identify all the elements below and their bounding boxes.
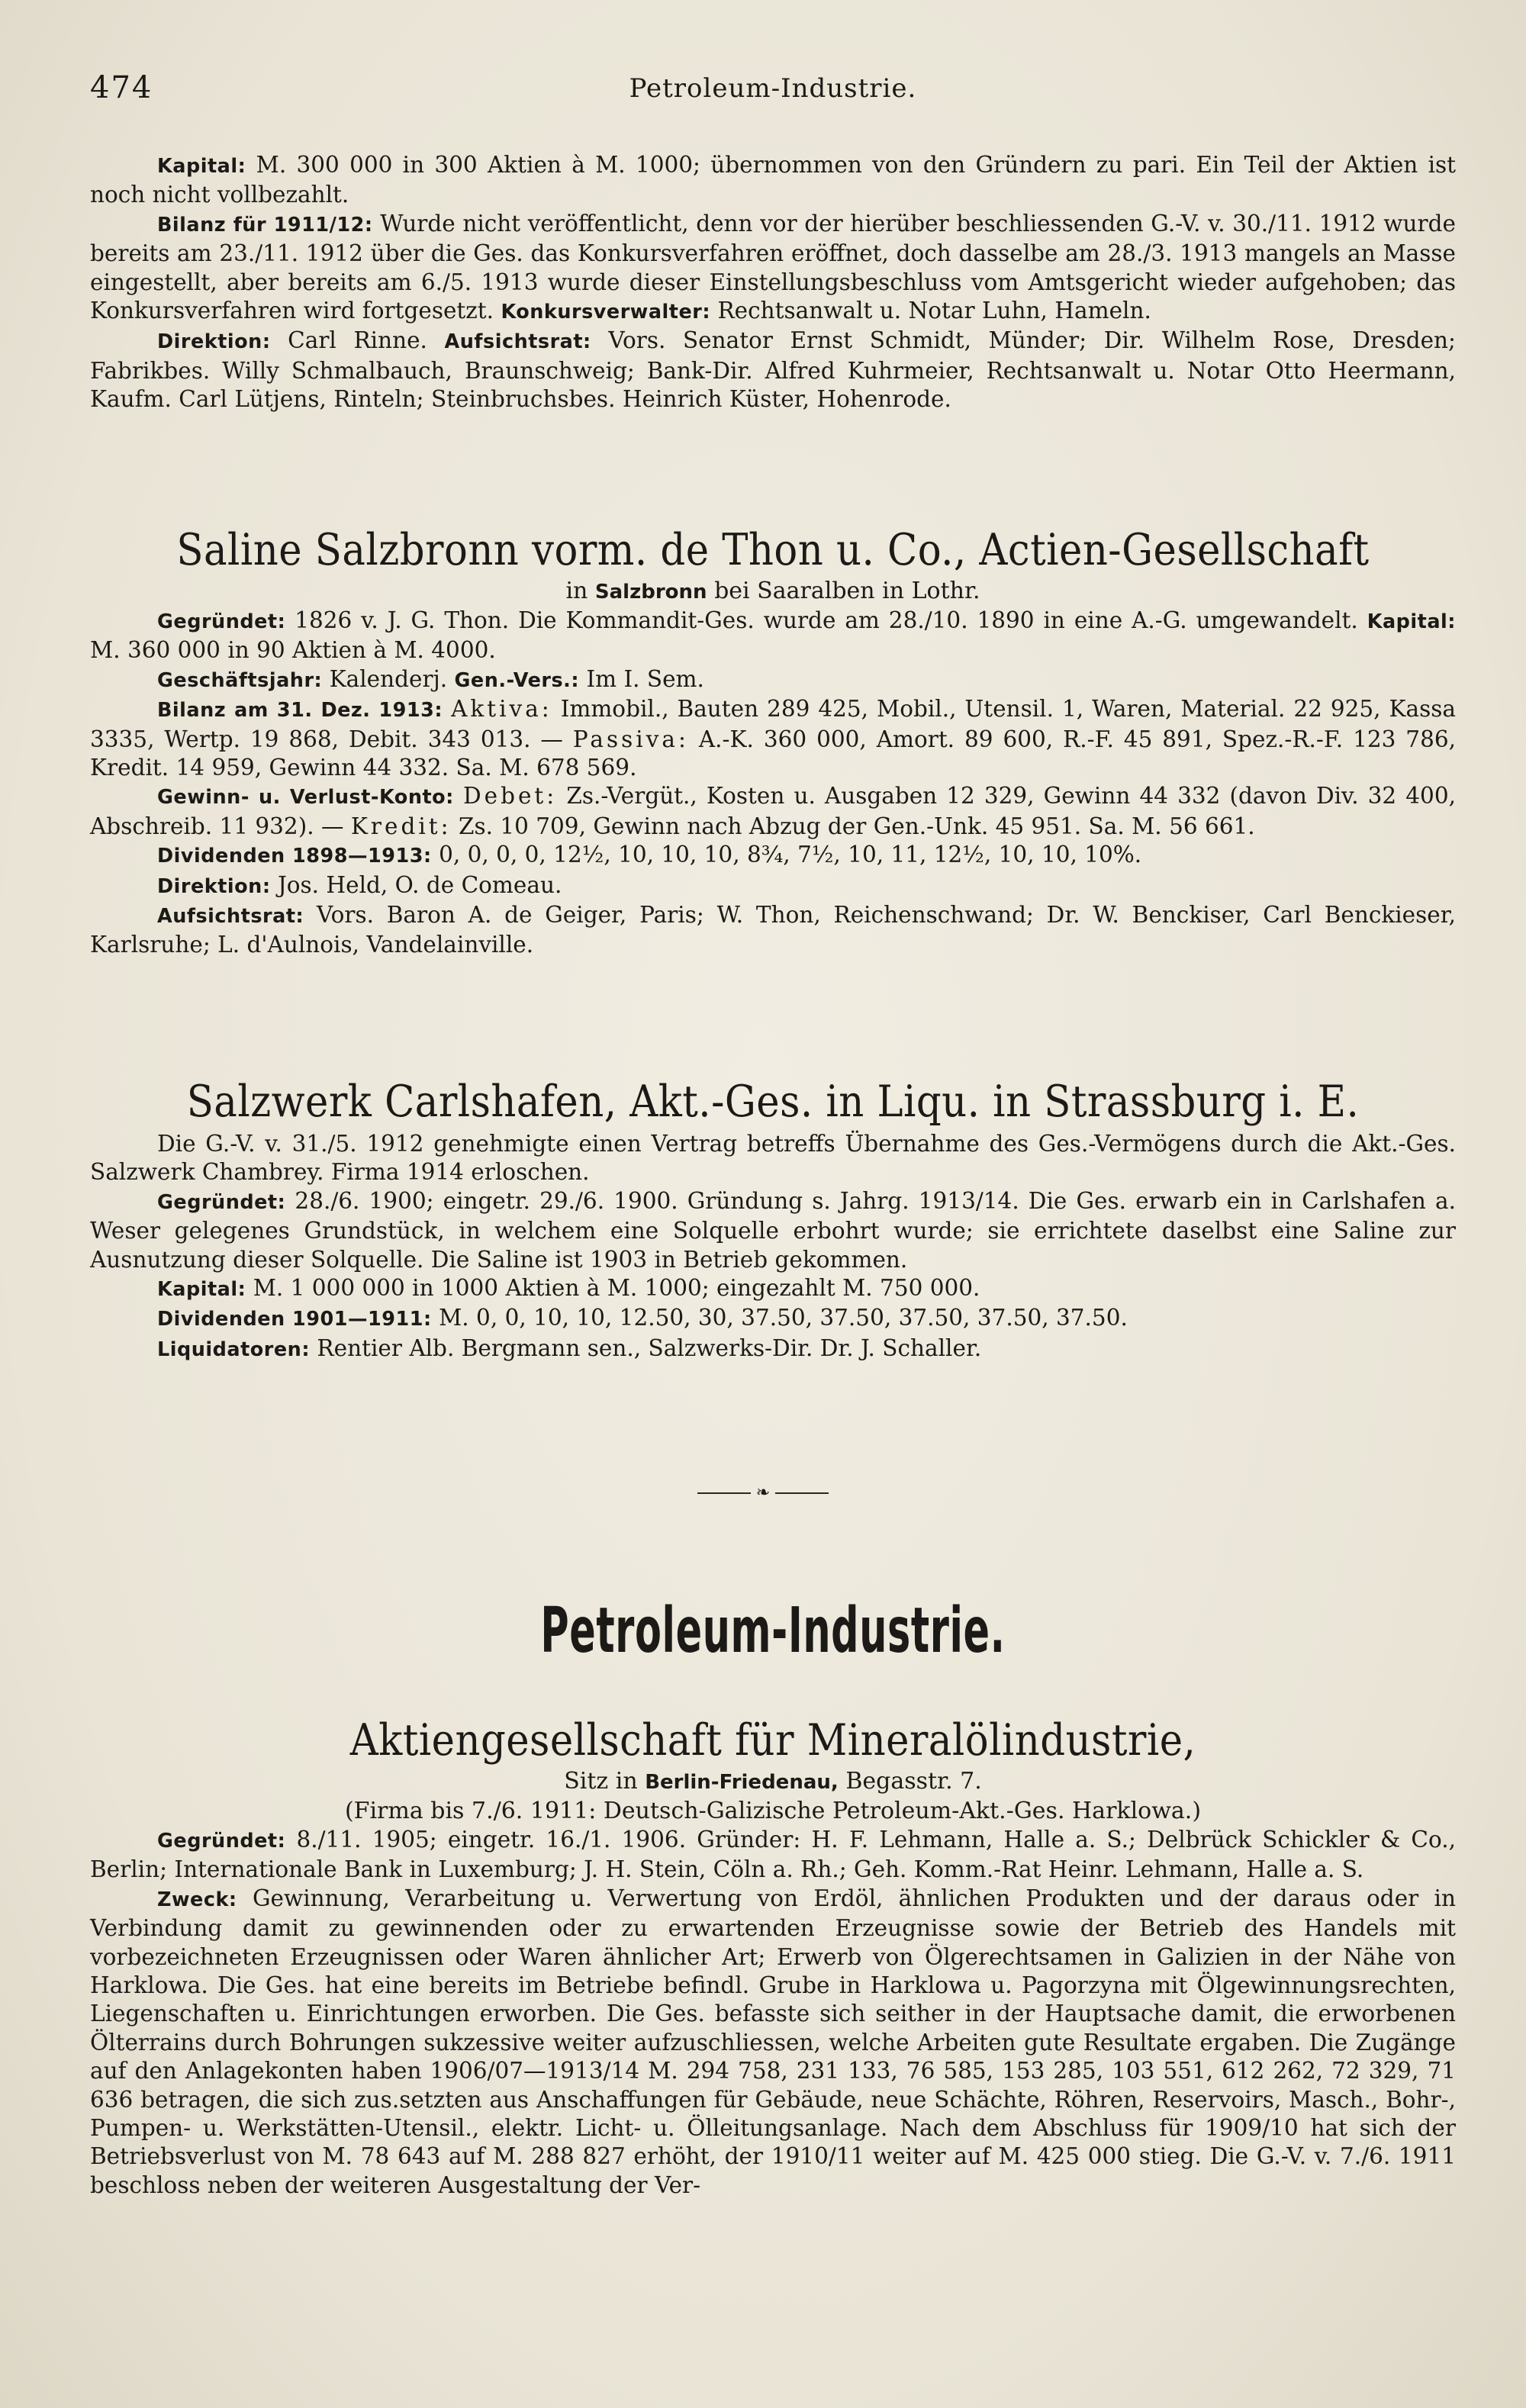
direktion-text: Carl Rinne. <box>288 327 427 354</box>
liquidatoren-label: Liquidatoren: <box>157 1338 311 1361</box>
gegruendet-text: 1826 v. J. G. Thon. Die Kommandit-Ges. wurde am 28./10. 1890 in eine A.-G. umgewandelt. <box>295 607 1358 633</box>
entry-saline-salzbronn <box>90 523 1456 960</box>
entry-mineraloelindustrie <box>90 1714 1456 2200</box>
intro-paragraph: Die G.-V. v. 31./5. 1912 genehmigte einen Vertrag betreffs Übernahme des Ges.-Vermögens durch die Akt.-Ges. Salzwerk Chambrey. Firma 1914 erloschen. <box>90 1131 1456 1186</box>
bilanz-paragraph <box>90 210 1456 327</box>
geschaeftsjahr-paragraph <box>90 665 1456 695</box>
direktion-text: Jos. Held, O. de Comeau. <box>277 871 562 898</box>
konkursverwalter-text: Rechtsanwalt u. Notar Luhn, Hameln. <box>717 298 1151 324</box>
direktion-label: Direktion: <box>157 330 271 354</box>
divider-line-left <box>697 1492 751 1494</box>
seat-prefix: in <box>565 578 588 604</box>
aufsichtsrat-label: Aufsichtsrat: <box>157 905 304 929</box>
company-seat <box>90 1767 1456 1797</box>
kapital-label: Kapital: <box>1367 610 1456 633</box>
running-title: Petroleum-Industrie. <box>629 73 917 104</box>
seat-city: Berlin-Friedenau, <box>645 1771 839 1794</box>
gegruendet-label: Gegründet: <box>157 610 286 633</box>
running-header <box>90 70 1456 110</box>
dividenden-label: Dividenden 1901—1911: <box>157 1308 432 1331</box>
kredit-word: Kredit: <box>350 813 452 839</box>
dividenden-label: Dividenden 1898—1913: <box>157 845 432 868</box>
zweck-paragraph <box>90 1885 1456 2200</box>
aktiva-text: Immobil., Bauten 289 425, Mobil., Utensil. 1, Waren, Material. 22 925, Kassa 3335, Wertp. 19 868, Debit. 343 013. — <box>90 696 1456 752</box>
direktion-label: Direktion: <box>157 874 271 898</box>
dividenden-text: 0, 0, 0, 0, 12½, 10, 10, 10, 8¾, 7½, 10, 11, 12½, 10, 10, 10%. <box>439 842 1142 868</box>
gegruendet-text: 8./11. 1905; eingetr. 16./1. 1906. Gründer: H. F. Lehmann, Halle a. S.; Delbrück Schickler & Co., Berlin; Internationale Bank in Luxemburg; J. H. Stein, Cöln a. Rh.; Geh. Komm.-Rat Heinr. Lehmann, Halle a. S. <box>90 1827 1456 1883</box>
aktiva-word: Aktiva: <box>451 696 552 723</box>
dividenden-text: M. 0, 0, 10, 10, 12.50, 30, 37.50, 37.50, 37.50, 37.50, 37.50. <box>439 1305 1128 1331</box>
kapital-label: Kapital: <box>157 155 246 178</box>
kapital-paragraph <box>90 151 1456 210</box>
company-title: Aktiengesellschaft für Mineralölindustrie, <box>349 1715 1196 1766</box>
gen-vers-label: Gen.-Vers.: <box>454 668 580 692</box>
kapital-text: M. 300 000 in 300 Aktien à M. 1000; übernommen von den Gründern zu pari. Ein Teil der Aktien ist noch nicht vollbezahlt. <box>90 152 1456 208</box>
gegruendet-text: 28./6. 1900; eingetr. 29./6. 1900. Gründung s. Jahrg. 1913/14. Die Ges. erwarb ein in Carlshafen a. Weser gelegenes Grundstück, in welchem eine Solquelle erbohrt wurde; sie errichtete daselbst eine Saline zur Ausnutzung dieser Solquelle. Die Saline ist 1903 in Betrieb gekommen. <box>90 1187 1456 1273</box>
kapital-label: Kapital: <box>157 1278 246 1302</box>
bilanz-label: Bilanz für 1911/12: <box>157 213 373 237</box>
gegruendet-label: Gegründet: <box>157 1830 286 1853</box>
gegruendet-paragraph <box>90 1187 1456 1274</box>
gegruendet-paragraph <box>90 1826 1456 1885</box>
aufsichtsrat-paragraph <box>90 901 1456 960</box>
guv-paragraph <box>90 782 1456 841</box>
debet-word: Debet: <box>462 783 558 810</box>
aufsichtsrat-text: Vors. Senator Ernst Schmidt, Münder; Dir. Wilhelm Rose, Dresden; Fabrikbes. Willy Schmalbauch, Braunschweig; Bank-Dir. Alfred Kuhrmeier, Rechtsanwalt u. Notar Otto Heermann, Kaufm. Carl Lütjens, Rinteln; Steinbruchsbes. Heinrich Küster, Hohenrode. <box>90 327 1456 413</box>
bilanz-label: Bilanz am 31. Dez. 1913: <box>157 699 443 723</box>
passiva-word: Passiva: <box>572 726 689 752</box>
geschaeftsjahr-label: Geschäftsjahr: <box>157 668 323 692</box>
direktion-paragraph <box>90 871 1456 901</box>
konkursverwalter-label: Konkursverwalter: <box>501 301 711 324</box>
seat-prefix: Sitz in <box>564 1768 638 1795</box>
former-firm-name: (Firma bis 7./6. 1911: Deutsch-Galizische Petroleum-Akt.-Ges. Harklowa.) <box>344 1798 1202 1824</box>
section-heading-block <box>90 1595 1456 1668</box>
seat-city: Salzbronn <box>594 581 707 604</box>
guv-label: Gewinn- u. Verlust-Konto: <box>157 786 454 810</box>
debet-text: Zs.-Vergüt., Kosten u. Ausgaben 12 329, Gewinn 44 332 (davon Div. 32 400, Abschreib. 11 932). — <box>90 783 1456 839</box>
aufsichtsrat-text: Vors. Baron A. de Geiger, Paris; W. Thon, Reichenschwand; Dr. W. Benckiser, Carl Benckieser, Karlsruhe; L. d'Aulnois, Vandelainville. <box>90 902 1456 958</box>
section-title: Petroleum-Industrie. <box>540 1595 1006 1667</box>
flourish-icon: ❧ <box>755 1483 771 1502</box>
zweck-label: Zweck: <box>157 1888 237 1911</box>
bilanz-text: Wurde nicht veröffentlicht, denn vor der hierüber beschliessenden G.-V. v. 30./11. 1912 wurde bereits am 23./11. 1912 über die Ges. das Konkursverfahren eröffnet, doch dasselbe am 28./3. 1913 mangels an Masse eingestellt, aber bereits am 6./5. 1913 wurde dieser Einstellungsbeschluss vom Amtsgericht wieder aufgehoben; das Konkursverfahren wird fortgesetzt. <box>90 210 1456 324</box>
company-seat <box>90 577 1456 607</box>
liquidatoren-text: Rentier Alb. Bergmann sen., Salzwerks-Dir. Dr. J. Schaller. <box>317 1334 982 1361</box>
gegruendet-label: Gegründet: <box>157 1190 286 1214</box>
geschaeftsjahr-text: Kalenderj. <box>329 665 448 692</box>
entry-salzwerk-carlshafen <box>90 1075 1456 1364</box>
passiva-text: A.-K. 360 000, Amort. 89 600, R.-F. 45 891, Spez.-R.-F. 123 786, Kredit. 14 959, Gewinn 44 332. Sa. M. 678 569. <box>90 726 1456 781</box>
entry-continuation <box>90 151 1456 414</box>
zweck-text: Gewinnung, Verarbeitung u. Verwertung von Erdöl, ähnlichen Produkten und der daraus oder in Verbindung damit zu gewinnenden oder zu erwartenden Erzeugnisse sowie der Betrieb des Handels mit vorbezeichneten Erzeugnissen oder Waren ähnlicher Art; Erwerb von Ölgerechtsamen in Galizien in der Nähe von Harklowa. Die Ges. hat eine bereits im Betriebe befindl. Grube in Harklowa u. Pagorzyna mit Ölgewinnungsrechten, Liegenschaften u. Einrichtungen erworben. Die Ges. befasste sich seither in der Hauptsache damit, die erworbenen Ölterrains durch Bohrungen sukzessive weiter aufzuschliessen, welche Arbeiten gute Resultate ergaben. Die Zugänge auf den Anlagekonten haben 1906/07—1913/14 M. 294 758, 231 133, 76 585, 153 285, 103 551, 612 262, 72 329, 71 636 betragen, die sich zus.setzten aus Anschaffungen für Gebäude, neue Schächte, Röhren, Reservoirs, Masch., Bohr-, Pumpen- u. Werkstätten-Utensil., elektr. Licht- u. Ölleitungsanlage. Nach dem Abschluss für 1909/10 hat sich der Betriebsverlust von M. 78 643 auf M. 288 827 erhöht, der 1910/11 weiter auf M. 425 000 stieg. Die G.-V. v. 7./6. 1911 beschloss neben der weiteren Ausgestaltung der Ver- <box>90 1885 1456 2198</box>
direktion-paragraph <box>90 327 1456 414</box>
seat-suffix: Begasstr. 7. <box>845 1768 982 1795</box>
page-number: 474 <box>90 70 153 105</box>
dividenden-paragraph <box>90 841 1456 871</box>
section-divider-ornament <box>656 1484 870 1502</box>
company-title: Salzwerk Carlshafen, Akt.-Ges. in Liqu. in Strassburg i. E. <box>186 1077 1360 1127</box>
kapital-text: M. 1 000 000 in 1000 Aktien à M. 1000; eingezahlt M. 750 000. <box>253 1275 980 1302</box>
gegruendet-paragraph <box>90 607 1456 665</box>
seat-suffix: bei Saaralben in Lothr. <box>714 578 980 604</box>
aufsichtsrat-label: Aufsichtsrat: <box>444 330 591 354</box>
kapital-text: M. 360 000 in 90 Aktien à M. 4000. <box>90 637 496 664</box>
gen-vers-text: Im I. Sem. <box>586 665 704 692</box>
company-title: Saline Salzbronn vorm. de Thon u. Co., Actien-Gesellschaft <box>176 525 1370 575</box>
divider-line-right <box>775 1492 829 1494</box>
liquidatoren-paragraph <box>90 1334 1456 1364</box>
dividenden-paragraph <box>90 1304 1456 1334</box>
kapital-paragraph <box>90 1274 1456 1304</box>
bilanz-paragraph <box>90 695 1456 782</box>
kredit-text: Zs. 10 709, Gewinn nach Abzug der Gen.-Unk. 45 951. Sa. M. 56 661. <box>458 813 1255 839</box>
